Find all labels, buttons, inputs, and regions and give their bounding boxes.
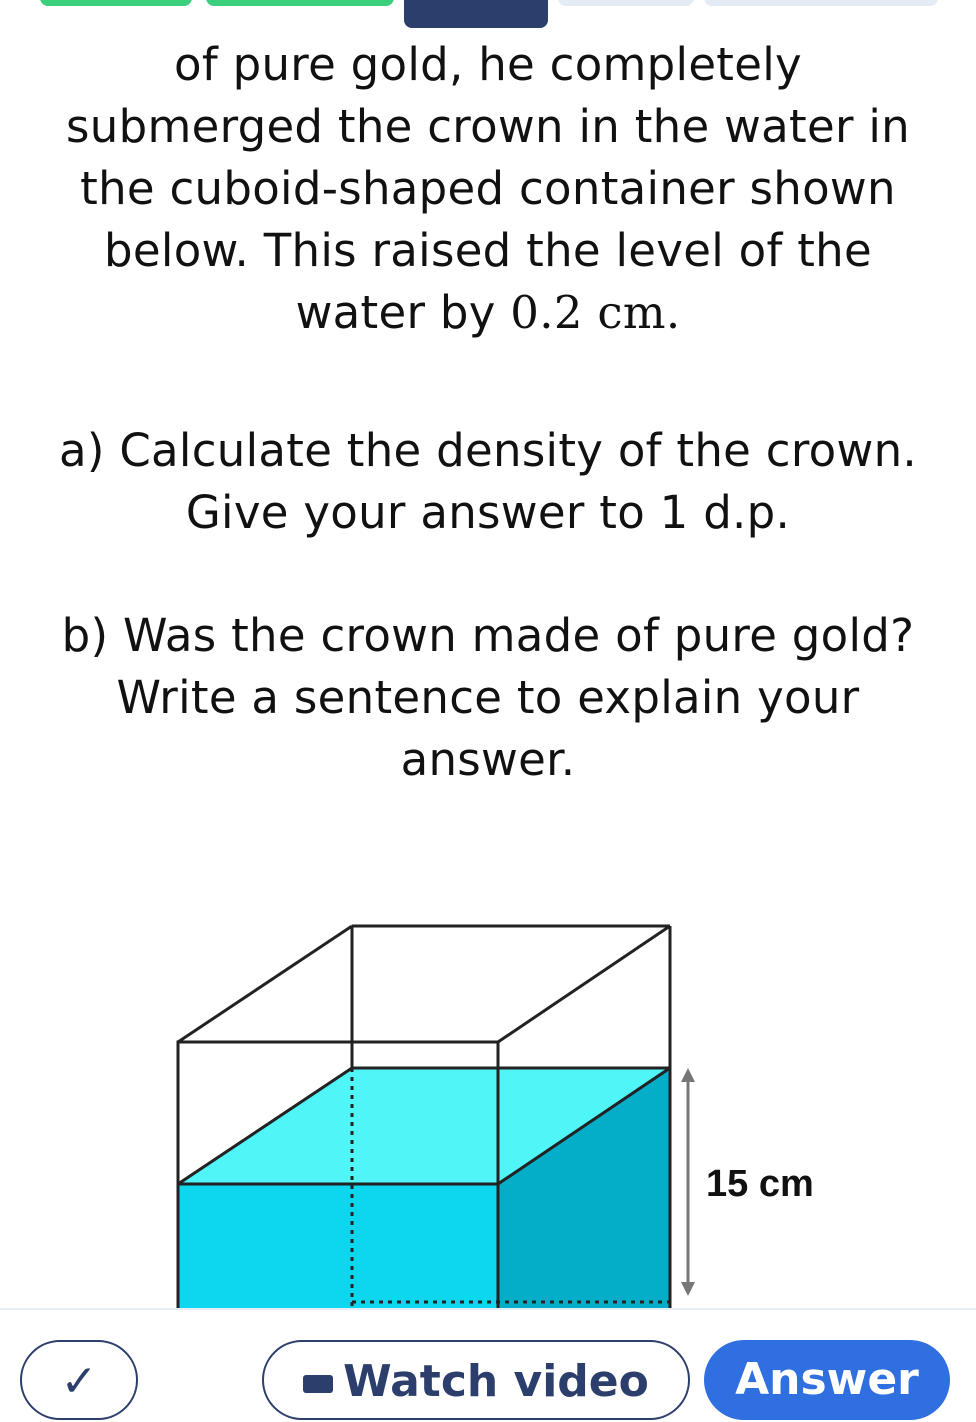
part-a-question: a) Calculate the density of the crown. xyxy=(58,424,917,477)
rise-value: 0.2 cm. xyxy=(510,286,681,339)
progress-segment-current xyxy=(404,0,548,28)
check-icon: ✓ xyxy=(60,1356,98,1407)
watch-video-label: Watch video xyxy=(343,1356,649,1407)
part-a-instruction: Give your answer to 1 d.p. xyxy=(185,486,791,539)
watch-video-button[interactable] xyxy=(262,1340,690,1420)
height-label: 15 cm xyxy=(706,1163,814,1205)
left-top-edge xyxy=(178,926,352,1042)
question-line: submerged the crown in the water in xyxy=(66,100,910,153)
progress-segment-4 xyxy=(558,0,694,6)
question-line-rise xyxy=(0,282,976,344)
check-button[interactable] xyxy=(20,1340,138,1420)
cuboid-svg xyxy=(0,900,976,1310)
height-arrow-up-head xyxy=(681,1068,695,1082)
question-line: below. This raised the level of the xyxy=(104,224,872,277)
answer-label: Answer xyxy=(735,1354,919,1405)
question-line: of pure gold, he completely xyxy=(174,38,802,91)
question-line: the cuboid-shaped container shown xyxy=(80,162,896,215)
water-front-face xyxy=(178,1184,498,1310)
progress-indicator xyxy=(0,0,976,28)
part-b-question: b) Was the crown made of pure gold? xyxy=(61,609,915,662)
question-intro xyxy=(0,34,976,344)
progress-segment-2 xyxy=(206,0,394,6)
right-top-edge xyxy=(498,926,670,1042)
progress-segment-5 xyxy=(704,0,938,6)
height-arrow-down-head xyxy=(681,1282,695,1296)
cuboid-container-diagram xyxy=(0,900,976,1310)
progress-segment-1 xyxy=(40,0,192,6)
bottom-action-bar xyxy=(0,1308,976,1407)
part-b-instruction: Write a sentence to explain your xyxy=(116,671,860,724)
part-b xyxy=(0,605,976,791)
rise-prefix: water by xyxy=(295,286,511,339)
part-a xyxy=(0,420,976,544)
video-camera-icon xyxy=(303,1375,333,1393)
answer-button[interactable] xyxy=(704,1340,950,1420)
part-b-instruction-cont: answer. xyxy=(400,733,576,786)
